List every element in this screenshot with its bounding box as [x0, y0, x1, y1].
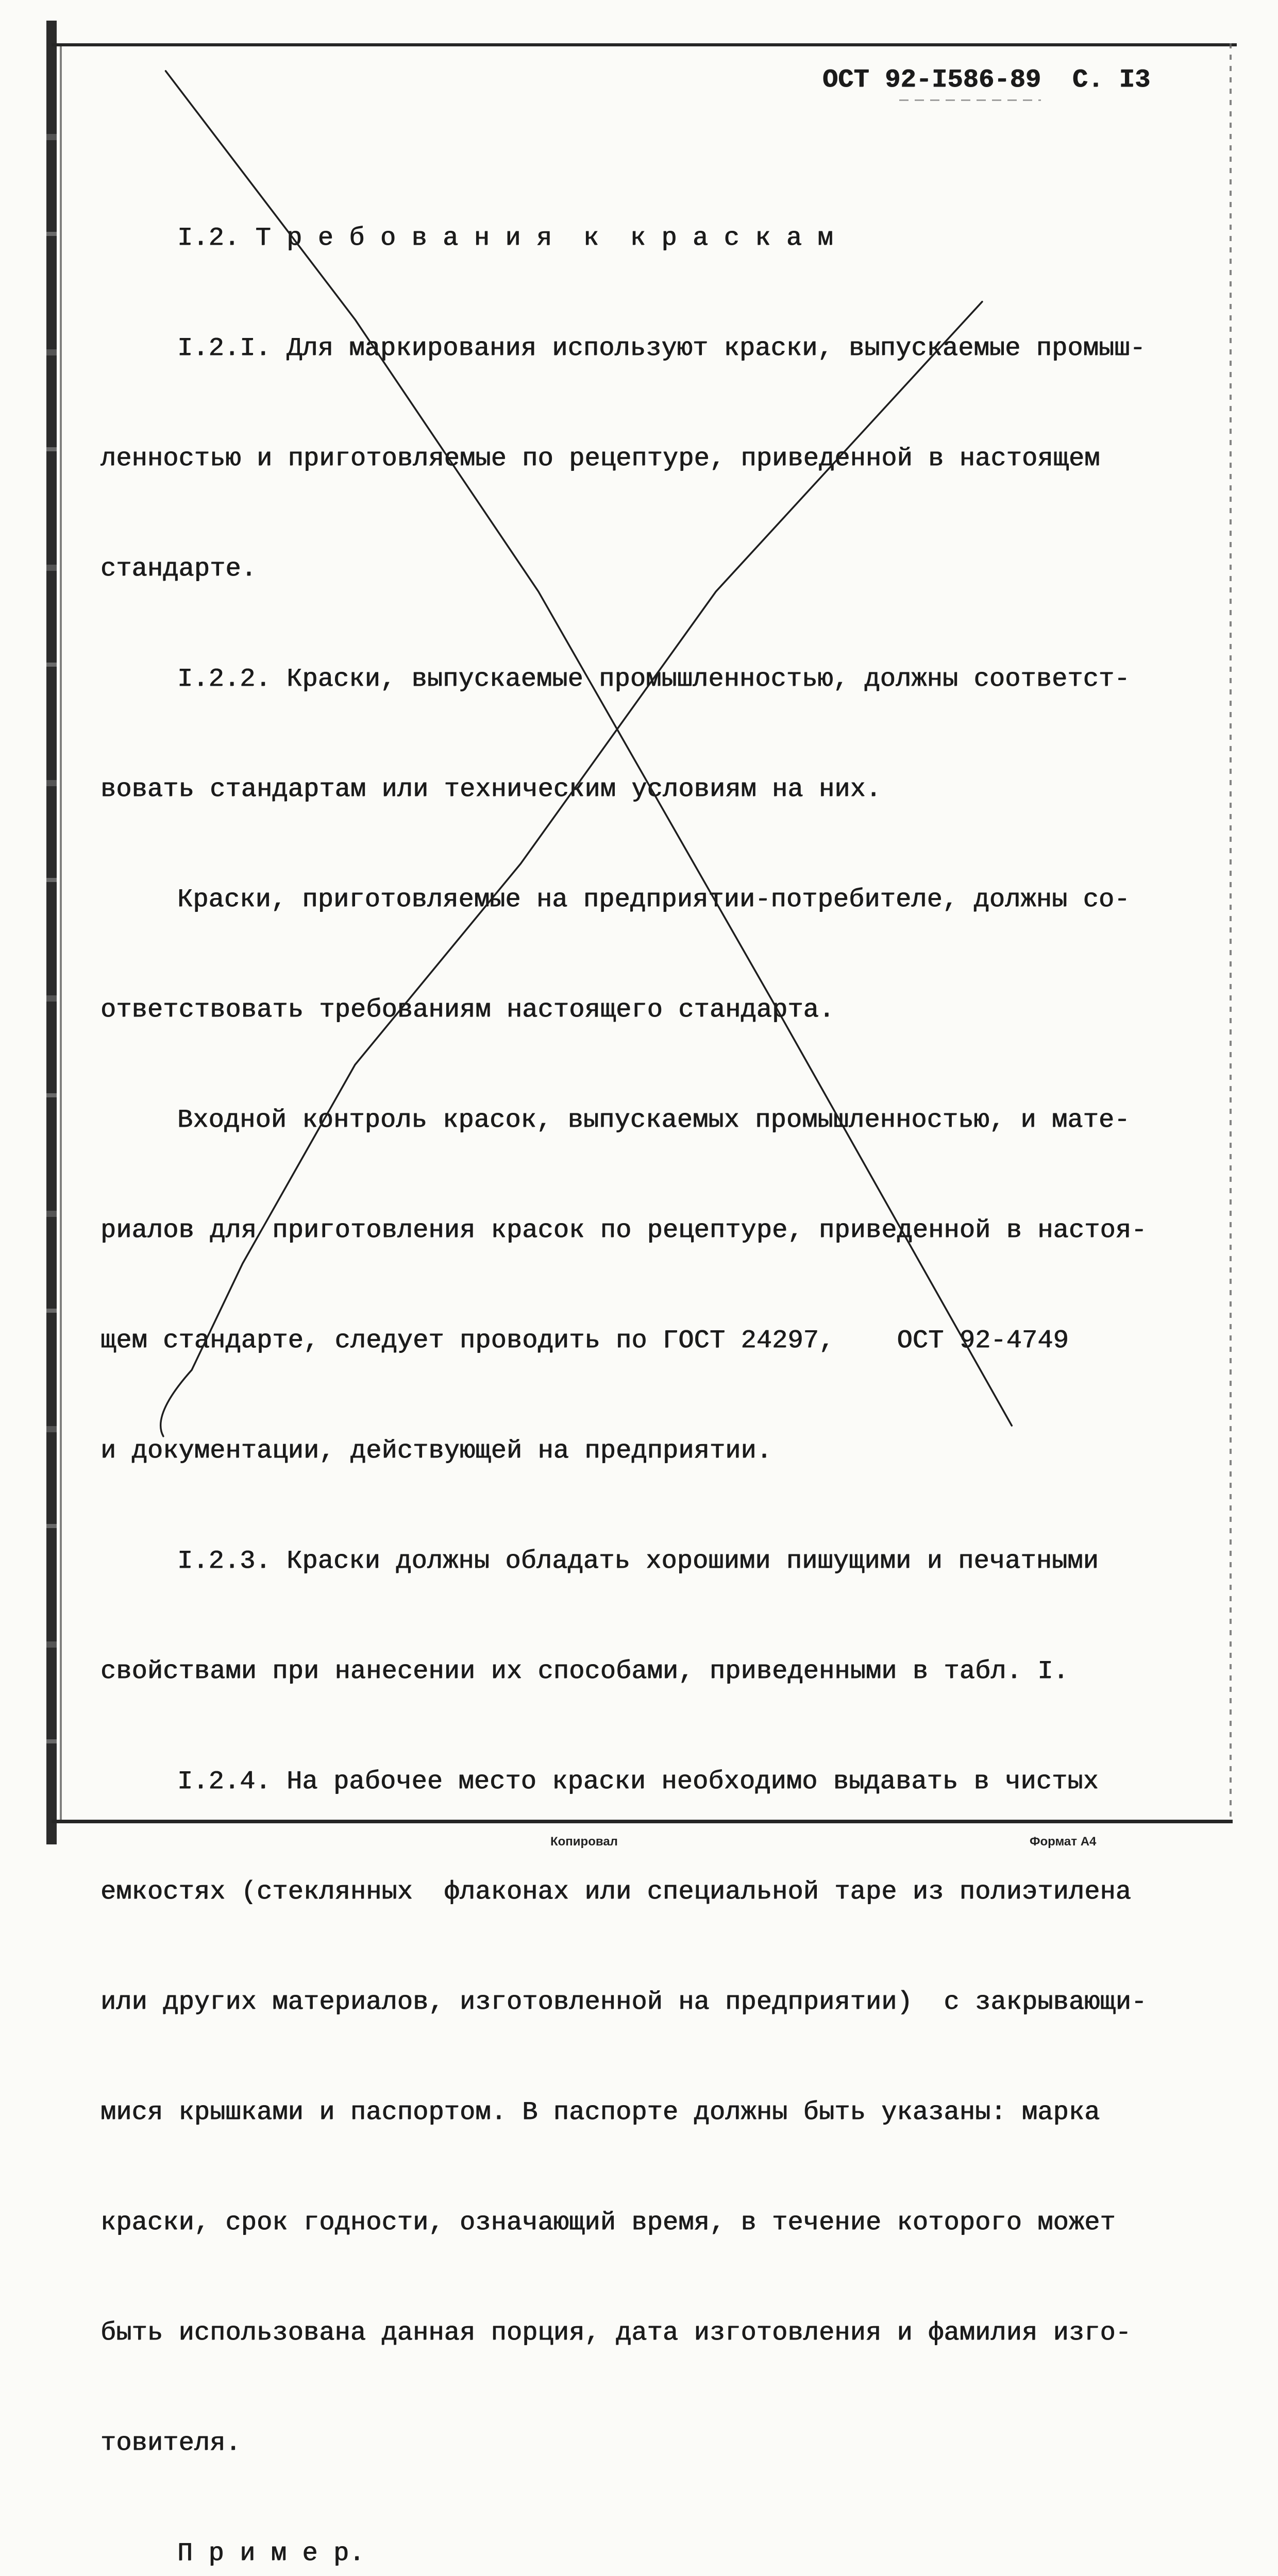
text-line: І.2.4. На рабочее место краски необходимо выдавать в чистых: [177, 1767, 1099, 1797]
page-header: [822, 67, 1150, 93]
text-line: Краски, приготовляемые на предприятии-потребителе, должны со-: [177, 885, 1130, 914]
text-line: І.2.І. Для маркирования используют краски, выпускаемые промыш-: [177, 334, 1146, 363]
text-line: Входной контроль красок, выпускаемых промышленностью, и мате-: [177, 1106, 1130, 1135]
section-heading: І.2. Т р е б о в а н и я к к р а с к а м: [177, 224, 833, 253]
text-line: емкостях (стеклянных флаконах или специальной таре из полиэтилена: [100, 1877, 1132, 1907]
example-heading: П р и м е р.: [177, 2539, 365, 2568]
text-line: І.2.2. Краски, выпускаемые промышленностью, должны соответст-: [177, 665, 1130, 694]
page-number: С. І3: [1072, 65, 1151, 95]
text-line: ответствовать требованиям настоящего стандарта.: [100, 995, 835, 1025]
text-line: вовать стандартам или техническим условиям на них.: [100, 775, 882, 804]
text-line: товителя.: [100, 2429, 241, 2458]
text-line: краски, срок годности, означающий время, в течение которого может: [100, 2208, 1116, 2238]
text-line: мися крышками и паспортом. В паспорте должны быть указаны: марка: [100, 2098, 1100, 2127]
document-body: [0, 154, 1278, 2576]
text-line: І.2.3. Краски должны обладать хорошими пишущими и печатными: [177, 1547, 1099, 1576]
footer-copied-label: Копировал: [550, 1835, 618, 1849]
text-line: или других материалов, изготовленной на предприятии) с закрывающи-: [100, 1988, 1147, 2017]
text-line: и документации, действующей на предприятии.: [100, 1436, 772, 1466]
standard-code: ОСТ 92-І586-89: [822, 65, 1041, 95]
text-line: ленностью и приготовляемые по рецептуре, приведенной в настоящем: [100, 444, 1100, 473]
text-line: свойствами при нанесении их способами, приведенными в табл. І.: [100, 1657, 1069, 1686]
text-line: быть использована данная порция, дата изготовления и фамилия изго-: [100, 2318, 1132, 2348]
text-line: риалов для приготовления красок по рецептуре, приведенной в настоя-: [100, 1216, 1147, 1245]
page-frame-top: [52, 43, 1237, 46]
header-underline: [899, 99, 1041, 101]
footer-format-label: Формат А4: [1030, 1835, 1097, 1849]
text-line: стандарте.: [100, 554, 257, 584]
text-line: щем стандарте, следует проводить по ГОСТ 24297, ОСТ 92-4749: [100, 1326, 1069, 1355]
